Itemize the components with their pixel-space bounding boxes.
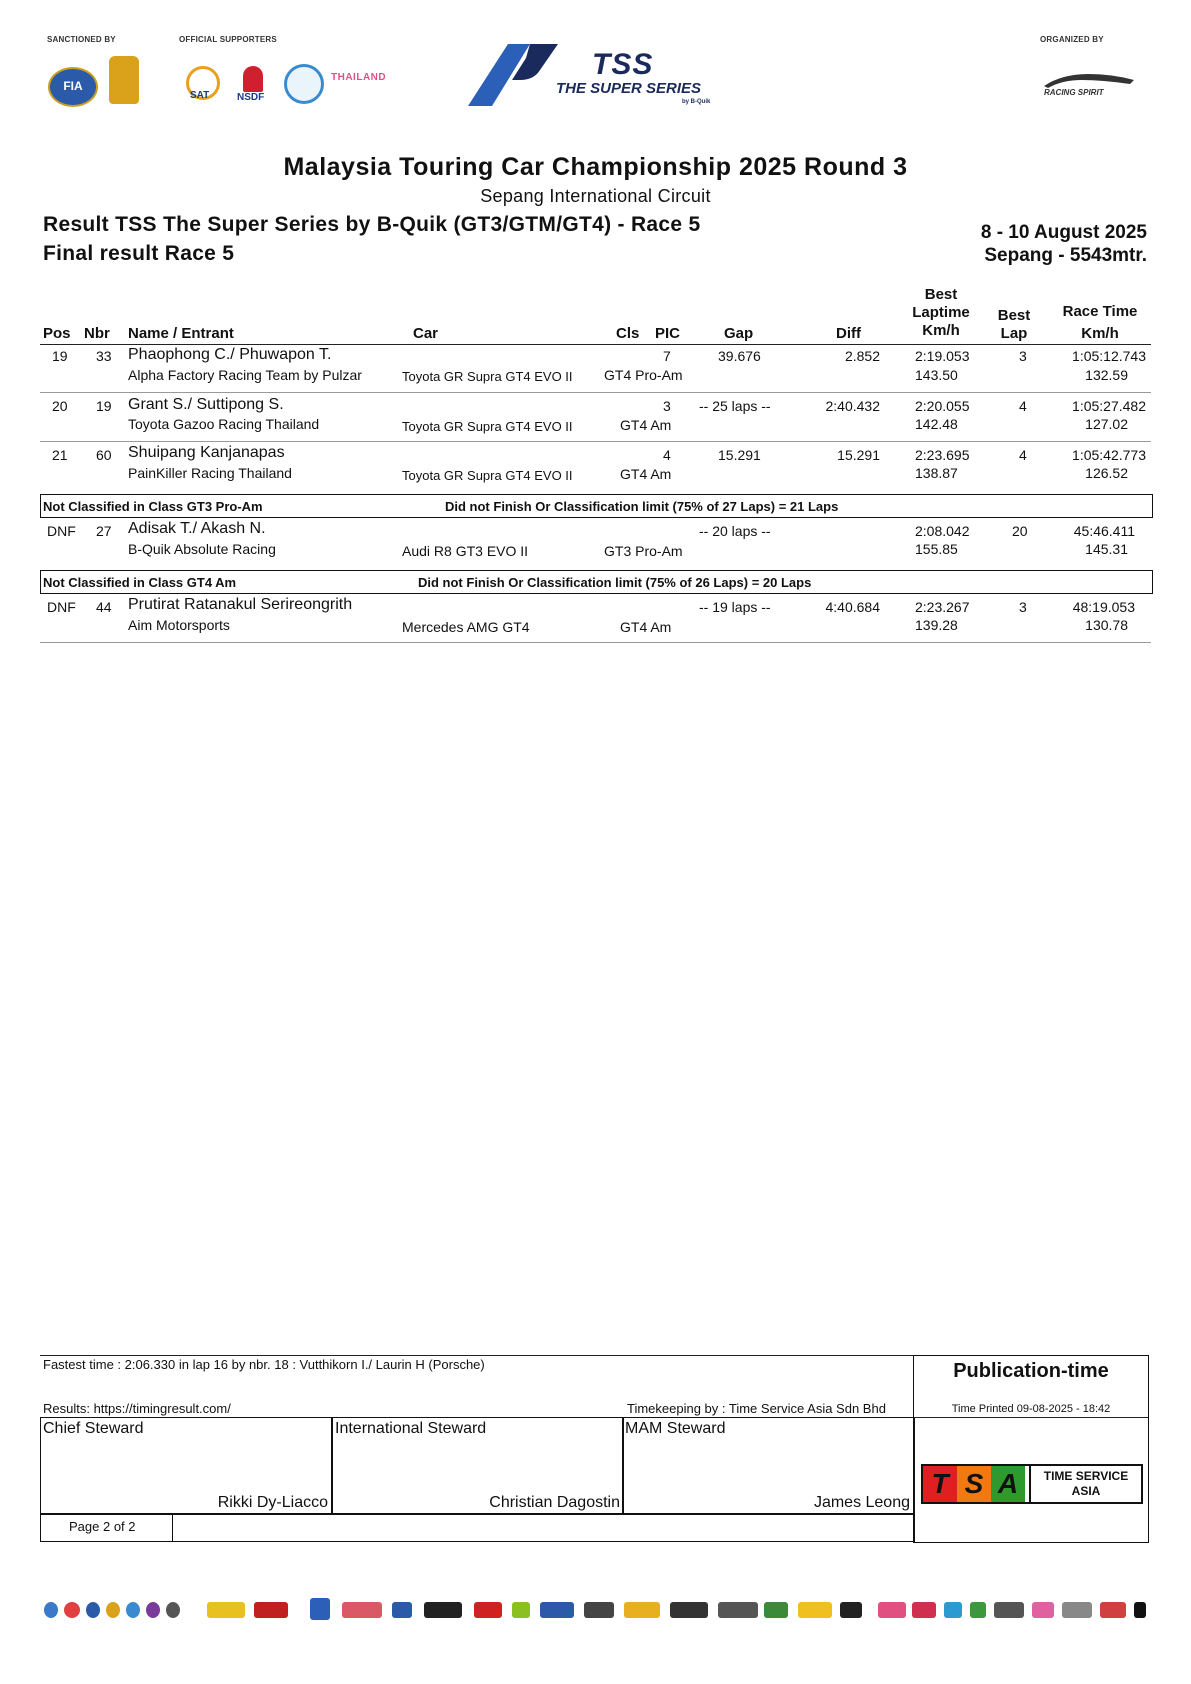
row-race-kmh: 127.02 — [1085, 416, 1128, 432]
col-header-best-laptime — [906, 286, 976, 340]
fia-logo-text: FIA — [63, 79, 83, 93]
sponsor-logo — [44, 1602, 58, 1618]
row-race-kmh: 130.78 — [1085, 617, 1128, 633]
col-header-race-time — [1052, 303, 1148, 343]
nsdf-logo-text: NSDF — [237, 92, 265, 103]
row-driver-name: Grant S./ Suttipong S. — [128, 396, 284, 413]
sponsor-logo — [146, 1602, 160, 1618]
publication-box — [913, 1355, 1149, 1543]
sponsor-logo — [1134, 1602, 1146, 1618]
row-entrant: Toyota Gazoo Racing Thailand — [128, 416, 320, 432]
sponsor-logo — [392, 1602, 412, 1618]
chief-steward-label: Chief Steward — [43, 1420, 144, 1437]
col-header-pic: PIC — [655, 325, 681, 342]
row-best-laptime: 2:08.042 — [915, 523, 970, 539]
row-car: Toyota GR Supra GT4 EVO II — [402, 419, 573, 434]
sponsor-logo — [64, 1602, 80, 1618]
row-class: GT4 Am — [620, 466, 672, 482]
row-class: GT4 Pro-Am — [604, 367, 683, 383]
row-diff: 4:40.684 — [825, 599, 880, 615]
header-rule — [40, 344, 1151, 345]
result-title: Result TSS The Super Series by B-Quik (GT3/GTM/GT4) - Race 5 — [43, 213, 701, 236]
intl-steward-label: International Steward — [335, 1420, 487, 1437]
row-best-kmh: 143.50 — [915, 367, 958, 383]
sponsor-logo — [106, 1602, 120, 1618]
row-pic: 3 — [663, 398, 671, 414]
row-best-kmh: 155.85 — [915, 541, 958, 557]
row-diff: 2:40.432 — [825, 398, 880, 414]
amazing-thailand-logo: THAILAND — [331, 72, 387, 83]
row-entrant: Aim Motorsports — [128, 617, 230, 633]
not-classified-rule: Did not Finish Or Classification limit (75% of 26 Laps) = 20 Laps — [418, 575, 812, 590]
final-result-title: Final result Race 5 — [43, 242, 235, 265]
row-divider — [40, 441, 1151, 442]
row-race-kmh: 126.52 — [1085, 465, 1128, 481]
row-divider — [40, 642, 1151, 643]
fia-logo — [48, 67, 98, 107]
chief-steward-name: Rikki Dy-Liacco — [217, 1494, 328, 1511]
not-classified-box-gt3 — [40, 494, 1153, 518]
tsa-logo-divider — [1029, 1466, 1031, 1502]
col-header-best-laptime-line3: Km/h — [922, 322, 960, 339]
tsa-logo — [921, 1464, 1143, 1504]
row-class: GT3 Pro-Am — [604, 543, 683, 559]
row-pic: 7 — [663, 348, 671, 364]
col-header-gap: Gap — [724, 325, 754, 342]
tsa-logo-a: A — [991, 1466, 1025, 1502]
row-best-lap: 3 — [1019, 599, 1027, 615]
sponsor-logo — [310, 1598, 330, 1620]
event-dates: 8 - 10 August 2025 — [980, 222, 1147, 243]
row-car: Mercedes AMG GT4 — [402, 619, 530, 635]
tsa-logo-line2: ASIA — [1071, 1484, 1101, 1498]
tourism-logo — [284, 64, 324, 104]
tss-logo-subtext: THE SUPER SERIES — [556, 80, 702, 97]
fastest-time: Fastest time : 2:06.330 in lap 16 by nbr. 18 : Vutthikorn I./ Laurin H (Porsche) — [43, 1357, 485, 1372]
row-car: Toyota GR Supra GT4 EVO II — [402, 468, 573, 483]
row-diff: 2.852 — [844, 348, 880, 364]
row-gap: -- 25 laps -- — [699, 398, 771, 414]
organized-label: ORGANIZED BY — [1040, 35, 1104, 44]
row-entrant: Alpha Factory Racing Team by Pulzar — [128, 367, 362, 383]
row-race-time: 1:05:12.743 — [1072, 348, 1146, 364]
row-best-laptime: 2:19.053 — [915, 348, 970, 364]
tsa-logo-line1: TIME SERVICE — [1043, 1469, 1129, 1483]
samm-logo — [109, 56, 139, 104]
sponsor-logo — [1100, 1602, 1126, 1618]
results-url[interactable]: Results: https://timingresult.com/ — [43, 1401, 231, 1416]
sponsor-logo — [670, 1602, 708, 1618]
row-race-kmh: 145.31 — [1085, 541, 1128, 557]
sponsor-logo — [342, 1602, 382, 1618]
sponsor-logo — [512, 1602, 530, 1618]
sponsor-logo — [624, 1602, 660, 1618]
not-classified-label: Not Classified in Class GT4 Am — [43, 575, 237, 590]
col-header-best-laptime-line1: Best — [924, 286, 958, 303]
sponsor-logo — [944, 1602, 962, 1618]
page-box-divider — [172, 1513, 173, 1541]
sponsor-logo — [840, 1602, 862, 1618]
col-header-name: Name / Entrant — [128, 325, 234, 342]
col-header-diff: Diff — [836, 325, 861, 342]
row-nbr: 44 — [96, 599, 112, 615]
row-race-time: 45:46.411 — [1073, 523, 1135, 539]
row-nbr: 33 — [96, 348, 112, 364]
time-printed: Time Printed 09-08-2025 - 18:42 — [951, 1403, 1111, 1415]
row-entrant: PainKiller Racing Thailand — [128, 465, 292, 481]
row-gap: -- 20 laps -- — [699, 523, 771, 539]
tss-logo-text: TSS — [592, 48, 654, 81]
row-pos: DNF — [47, 599, 76, 615]
col-header-best-lap — [994, 307, 1034, 343]
sponsor-logo — [126, 1602, 140, 1618]
sponsor-logo — [1032, 1602, 1054, 1618]
sanctioned-label: SANCTIONED BY — [47, 35, 116, 44]
sponsor-logo — [540, 1602, 574, 1618]
publication-divider — [913, 1417, 1148, 1418]
racing-spirit-logo — [1042, 70, 1136, 90]
sat-logo-text: SAT — [190, 90, 210, 101]
col-header-nbr: Nbr — [84, 325, 110, 342]
row-driver-name: Phaophong C./ Phuwapon T. — [128, 346, 332, 363]
row-pos: 21 — [52, 447, 68, 463]
racing-spirit-text: RACING SPIRIT — [1044, 88, 1104, 97]
sponsor-logo — [474, 1602, 502, 1618]
row-nbr: 60 — [96, 447, 112, 463]
row-best-lap: 4 — [1019, 447, 1027, 463]
row-best-laptime: 2:23.267 — [915, 599, 970, 615]
col-header-race-time-line2: Km/h — [1081, 325, 1119, 342]
row-class: GT4 Am — [620, 619, 672, 635]
row-gap: 39.676 — [718, 348, 761, 364]
sponsor-logo — [912, 1602, 936, 1618]
sponsor-logo — [798, 1602, 832, 1618]
tsa-logo-t: T — [923, 1466, 957, 1502]
sponsor-logo — [718, 1602, 758, 1618]
row-race-time: 1:05:27.482 — [1072, 398, 1146, 414]
mam-steward-name: James Leong — [813, 1494, 910, 1511]
row-entrant: B-Quik Absolute Racing — [128, 541, 276, 557]
row-race-kmh: 132.59 — [1085, 367, 1128, 383]
sponsor-logo — [86, 1602, 100, 1618]
row-best-lap: 4 — [1019, 398, 1027, 414]
row-best-lap: 3 — [1019, 348, 1027, 364]
row-race-time: 48:19.053 — [1072, 599, 1135, 615]
row-pos: 19 — [52, 348, 68, 364]
row-pic: 4 — [663, 447, 671, 463]
row-diff: 15.291 — [837, 447, 880, 463]
row-best-laptime: 2:20.055 — [915, 398, 970, 414]
supporters-label: OFFICIAL SUPPORTERS — [179, 35, 277, 44]
event-venue: Sepang - 5543mtr. — [984, 245, 1147, 266]
col-header-car: Car — [413, 325, 439, 342]
row-gap: 15.291 — [718, 447, 761, 463]
sponsor-logo — [1062, 1602, 1092, 1618]
sponsor-logo — [254, 1602, 288, 1618]
timekeeping: Timekeeping by : Time Service Asia Sdn Bhd — [627, 1401, 886, 1416]
row-driver-name: Prutirat Ratanakul Serireongrith — [128, 596, 353, 613]
col-header-cls: Cls — [616, 325, 640, 342]
row-race-time: 1:05:42.773 — [1072, 447, 1146, 463]
circuit-name: Sepang International Circuit — [480, 186, 711, 206]
sponsor-logo — [424, 1602, 462, 1618]
not-classified-label: Not Classified in Class GT3 Pro-Am — [43, 499, 263, 514]
row-divider — [40, 392, 1151, 393]
row-nbr: 27 — [96, 523, 112, 539]
row-nbr: 19 — [96, 398, 112, 414]
sponsor-logo — [970, 1602, 986, 1618]
row-pos: DNF — [47, 523, 76, 539]
sponsor-logo — [166, 1602, 180, 1618]
row-car: Audi R8 GT3 EVO II — [402, 543, 529, 559]
row-best-kmh: 138.87 — [915, 465, 958, 481]
page-number: Page 2 of 2 — [69, 1519, 136, 1534]
sponsor-logo — [584, 1602, 614, 1618]
tsa-logo-s: S — [957, 1466, 991, 1502]
sponsor-logo — [764, 1602, 788, 1618]
col-header-race-time-line1: Race Time — [1062, 303, 1138, 320]
nsdf-logo — [243, 66, 263, 92]
not-classified-box-gt4 — [40, 570, 1153, 594]
event-title: Malaysia Touring Car Championship 2025 Round 3 — [283, 153, 908, 181]
intl-steward-name: Christian Dagostin — [489, 1494, 620, 1511]
row-best-kmh: 139.28 — [915, 617, 958, 633]
tss-logo-mark — [468, 40, 564, 108]
row-gap: -- 19 laps -- — [699, 599, 771, 615]
publication-time-label: Publication-time — [953, 1360, 1109, 1382]
tss-logo-by: by B-Quik — [682, 99, 711, 105]
sponsor-logo — [994, 1602, 1024, 1618]
col-header-best-laptime-line2: Laptime — [912, 304, 970, 321]
row-best-kmh: 142.48 — [915, 416, 958, 432]
row-pos: 20 — [52, 398, 68, 414]
not-classified-rule: Did not Finish Or Classification limit (75% of 27 Laps) = 21 Laps — [445, 499, 839, 514]
row-class: GT4 Am — [620, 417, 672, 433]
sponsor-logo — [207, 1602, 245, 1618]
row-driver-name: Shuipang Kanjanapas — [128, 444, 285, 461]
sponsor-logo — [878, 1602, 906, 1618]
row-driver-name: Adisak T./ Akash N. — [128, 520, 266, 537]
col-header-best-lap-line2: Lap — [1000, 325, 1028, 342]
row-car: Toyota GR Supra GT4 EVO II — [402, 369, 573, 384]
mam-steward-label: MAM Steward — [625, 1420, 726, 1437]
row-best-laptime: 2:23.695 — [915, 447, 970, 463]
col-header-pos: Pos — [43, 325, 71, 342]
col-header-best-lap-line1: Best — [997, 307, 1031, 324]
row-best-lap: 20 — [1012, 523, 1028, 539]
